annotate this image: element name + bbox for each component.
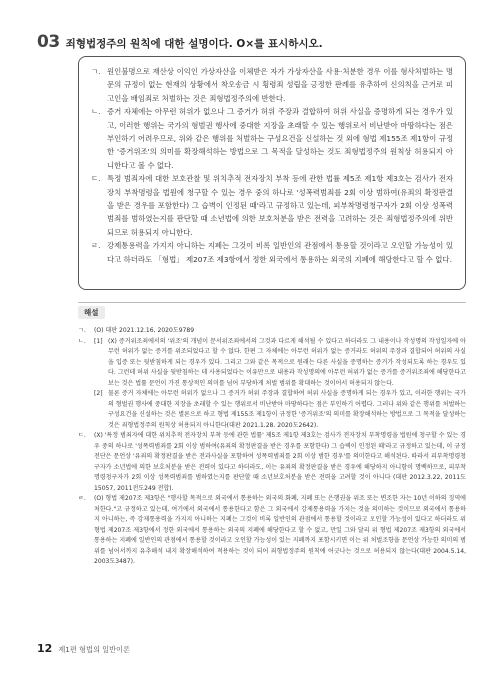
item-mark: ㄱ. <box>91 67 101 76</box>
entry-sub: [2] <box>94 390 103 397</box>
item-mark: ㄹ. <box>91 241 101 251</box>
entry-text: 물론 증거 자체에는 아무런 허위가 없으나 그 증거가 허위 주장과 결합하여 허위 사실을 증명하게 되는 경우가 있고, 이러한 행위는 국가의 형벌권 행사에 중대한 지장을 초래할 수 있는 행위로서 비난받아 마땅하다는 점은 부인하기 어렵다. 그러나 위와 같은 행위를 처벌하는 구성요건을 신설하는 것은 별론으로 하고 형법 제155조 제1항이 규정한 '증거위조'의 의미를 확장해석하는 방법으로 그 목적을 달성하는 것은 죄형법정주의 원칙상 허용되지 아니한다(대판 2021.1.28. 2020도2642). <box>108 390 466 429</box>
question-item <box>91 105 453 172</box>
item-mark: ㄷ. <box>91 174 101 184</box>
entry-text: (X) '특정 범죄자에 대한 위치추적 전자장치 부착 등에 관한 법률' 제5조 제1항 제3호는 검사가 전자장치 부착명령을 법원에 청구할 수 있는 경우 중의 하나로 '성폭력범죄를 2회 이상 범하여(유죄의 확정판결을 받은 경우를 포함한다) 그 습벽이 인정된 때'라고 규정하고 있는데, 이 규정 전단은 문언상 '유죄의 확정판결을 받은 전과사실을 포함하여 성폭력범죄를 2회 이상 범한 경우'를 의미한다고 해석된다. 따라서 피부착명령청구자가 소년법에 의한 보호처분을 받은 전력이 있다고 하더라도, 이는 유죄의 확정판결을 받은 경우에 해당하지 아니함이 명백하므로, 피부착명령청구자가 2회 이상 성폭력범죄를 범하였는지를 판단할 때 소년보호처분을 받은 전력을 고려할 것이 아니다 (대판 2012.3.22, 2011도15057, 2011전도249 전합). <box>94 432 466 492</box>
chapter-title: 제1편 형법의 일반이론 <box>58 645 130 654</box>
question-header <box>37 32 323 52</box>
solution-entry <box>78 431 466 494</box>
entry-text: (O) 형법 제207조 제3항은 "행사할 목적으로 외국에서 통용하는 외국의 화폐, 지폐 또는 은행권을 위조 또는 변조한 자는 10년 이하의 징역에 처한다."고 규정하고 있는데, 여기에서 외국에서 통용한다고 함은 그 외국에서 강제통용력을 가지는 것을 의미하는 것이므로 외국에서 통용하지 아니하는, 즉 강제통용력을 가지지 아니하는 지폐는 그것이 비록 일반인의 관점에서 통용할 것이라고 오인할 가능성이 있다고 하더라도 위 형법 제207조 제3항에서 정한 외국에서 통용하는 외국의 지폐에 해당한다고 할 수 없고, 만일 그와 달리 위 형법 제207조 제3항의 외국에서 통용하는 지폐에 일반인의 관점에서 통용할 것이라고 오인할 가능성이 있는 지폐까지 포함시키면 이는 위 처벌조항을 문언상 가능한 의미의 범위를 넘어서까지 유추해석 내지 확장해석하여 적용하는 것이 되어 죄형법정주의 원칙에 어긋나는 것으로 허용되지 않는다(대판 2004.5.14, 2003도3487). <box>94 495 466 565</box>
solution-entry <box>78 337 466 390</box>
entry-sub: [1] <box>94 337 103 345</box>
item-text: 증거 자체에는 아무런 허위가 없으나 그 증거가 허위 주장과 결합하여 허위 사실을 증명하게 되는 경우가 있고, 이러한 행위는 국가의 형벌권 행사에 중대한 지장을 초래할 수 있는 행위로서 비난받아 마땅하다는 점은 부인하기 어려우므로, 위와 같은 행위를 처벌하는 구성요건을 신설하는 것 외에 형법 제155조 제1항이 규정한 '증거위조'의 의미를 확장해석하는 방법으로 그 목적을 달성하는 것도 죄형법정주의 원칙상 허용되지 아니한다고 볼 수 없다. <box>107 107 453 170</box>
entry-mark: ㄴ. <box>78 337 86 345</box>
question-item <box>91 65 453 105</box>
question-box <box>78 56 466 290</box>
question-title: 죄형법정주의 원칙에 대한 설명이다. O×를 표시하시오. <box>65 38 323 50</box>
solution-body <box>78 326 466 568</box>
entry-mark <box>78 389 94 431</box>
entry-mark: ㄹ. <box>78 495 86 502</box>
item-text: 특정 범죄자에 대한 보호관찰 및 위치추적 전자장치 부착 등에 관한 법률 제5조 제1항 제3호는 검사가 전자장치 부착명령을 법원에 청구할 수 있는 경우 중의 하나로 '성폭력범죄를 2회 이상 범하여(유죄의 확정판결을 받은 경우를 포함한다) 그 습벽이 인정된 때'라고 규정하고 있는데, 피부착명령청구자가 2회 이상 성폭력범죄를 범하였는지를 판단할 때 소년법에 의한 보호처분을 받은 전력을 고려하는 것은 죄형법정주의에 위반되므로 허용되지 아니한다. <box>107 174 453 237</box>
question-item <box>91 172 453 239</box>
entry-mark: ㄷ. <box>78 432 86 439</box>
entry-mark: ㄱ. <box>78 327 86 334</box>
entry-text: (X) 증거위조죄에서의 '위조'의 개념이 문서위조죄에서의 그것과 다르게 해석될 수 있다고 하더라도 그 내용이나 작성명의 작성일자에 아무런 허위가 없는 증거를 위조되었다고 할 수 없다. 한편 그 자체에는 아무런 허위가 없는 증거라도 허위의 주장과 결합되어 허위의 사실을 입증 또는 뒷받침하게 되는 경우가 있다. 그리고 그와 같은 목적으로 원래는 다른 사실을 증명하는 증거가 작성되도록 하는 경우도 있다. 그런데 허위 사실을 뒷받침하는 데 사용되었다는 이유만으로 내용과 작성명의에 아무런 허위가 없는 증거를 증거위조죄에 해당한다고 보는 것은 법률 문언이 가진 통상적인 의미를 넘어 부당하게 처벌 범위를 확대하는 것이어서 허용되지 않는다. <box>108 337 466 387</box>
entry-text: (O) 대판 2021.12.16, 2020도9789 <box>94 327 195 334</box>
page-footer <box>37 642 130 655</box>
question-item <box>91 239 453 266</box>
question-number: 03 <box>37 32 60 52</box>
solution-entry <box>78 494 466 568</box>
solution-entry <box>78 389 466 431</box>
solution-entry <box>78 326 466 337</box>
item-text: 원인불명으로 재산상 이익인 가상자산을 이체받은 자가 가상자산을 사용·처분한 경우 이를 형사처벌하는 명문의 규정이 없는 현재의 상황에서 착오송금 시 횡령죄 성립을 긍정한 판례를 유추하여 신의칙을 근거로 피고인을 배임죄로 처벌하는 것은 죄형법정주의에 반한다. <box>107 67 453 103</box>
item-text: 강제통용력을 가지지 아니하는 지폐는 그것이 비록 일반인의 관점에서 통용할 것이라고 오인할 가능성이 있다고 하더라도 「형법」 제207조 제3항에서 정한 외국에서 통용하는 외국의 지폐에 해당한다고 할 수 없다. <box>107 241 453 264</box>
item-mark: ㄴ. <box>91 107 101 117</box>
solution-label: 해설 <box>78 306 105 319</box>
page-number: 12 <box>37 642 53 655</box>
divider <box>78 302 466 303</box>
